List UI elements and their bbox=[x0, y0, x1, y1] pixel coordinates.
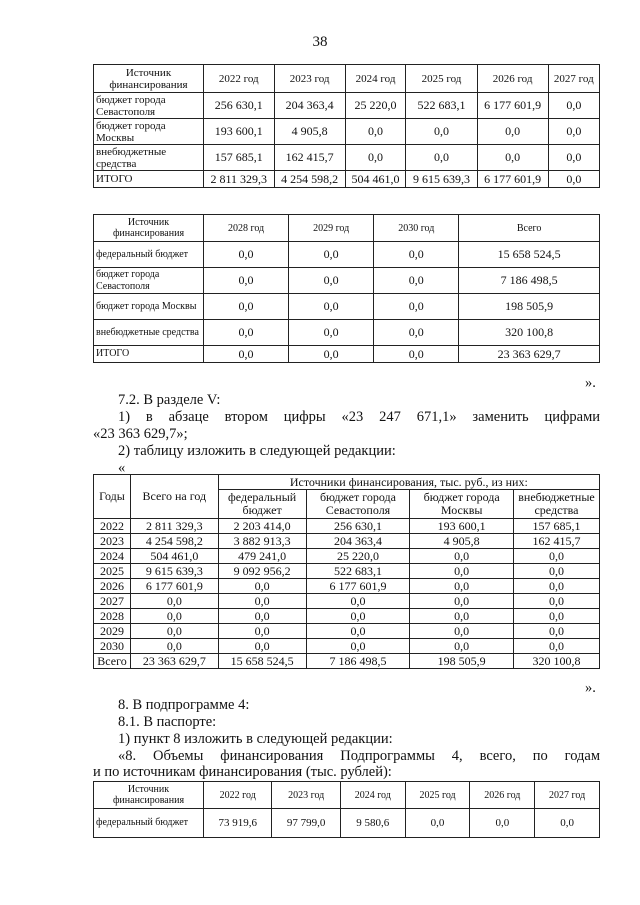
value-cell: 0,0 bbox=[204, 294, 289, 320]
header-cell: Годы bbox=[94, 475, 131, 519]
value-cell: 0,0 bbox=[306, 639, 410, 654]
table-row bbox=[94, 145, 600, 171]
header-cell: 2022 год bbox=[204, 782, 272, 809]
value-cell: 0,0 bbox=[548, 119, 599, 145]
word: 4, bbox=[451, 748, 463, 764]
year-cell: 2026 bbox=[94, 579, 131, 594]
header-cell: 2027 год bbox=[548, 65, 599, 93]
funding-table-2028-2030 bbox=[93, 214, 600, 363]
word: цифры bbox=[283, 409, 326, 425]
header-cell: бюджет города Москвы bbox=[410, 490, 514, 519]
value-cell: 0,0 bbox=[410, 594, 514, 609]
value-cell: 0,0 bbox=[345, 119, 406, 145]
header-cell: Источники финансирования, тыс. руб., из них: bbox=[218, 475, 599, 490]
source-cell: бюджет города Москвы bbox=[94, 119, 204, 145]
paragraph-line: 1) пункт 8 изложить в следующей редакции: bbox=[118, 731, 393, 747]
value-cell: 0,0 bbox=[405, 809, 470, 838]
value-cell: 0,0 bbox=[374, 268, 459, 294]
value-cell: 0,0 bbox=[406, 145, 477, 171]
value-cell: 0,0 bbox=[204, 268, 289, 294]
table-row bbox=[94, 119, 600, 145]
value-cell: 0,0 bbox=[514, 549, 600, 564]
word: втором bbox=[224, 409, 268, 425]
word: цифрами bbox=[544, 409, 601, 425]
value-cell: 0,0 bbox=[306, 624, 410, 639]
source-cell: федеральный бюджет bbox=[94, 809, 204, 838]
value-cell: 0,0 bbox=[218, 579, 306, 594]
header-cell: 2030 год bbox=[374, 215, 459, 242]
table-row bbox=[94, 624, 600, 639]
value-cell: 7 186 498,5 bbox=[459, 268, 600, 294]
value-cell: 0,0 bbox=[289, 346, 374, 363]
value-cell: 9 580,6 bbox=[340, 809, 405, 838]
header-cell: 2028 год bbox=[204, 215, 289, 242]
section-heading: 7.2. В разделе V: bbox=[118, 392, 221, 408]
header-cell: Всего на год bbox=[130, 475, 218, 519]
value-cell: 23 363 629,7 bbox=[459, 346, 600, 363]
closing-quote: ». bbox=[585, 375, 596, 391]
subprogram4-funding-table bbox=[93, 781, 600, 838]
header-cell: 2026 год bbox=[477, 65, 548, 93]
value-cell: 0,0 bbox=[130, 639, 218, 654]
value-cell: 0,0 bbox=[374, 346, 459, 363]
year-cell: 2027 bbox=[94, 594, 131, 609]
table-row bbox=[94, 639, 600, 654]
value-cell: 0,0 bbox=[410, 639, 514, 654]
header-cell: внебюджетные средства bbox=[514, 490, 600, 519]
value-cell: 162 415,7 bbox=[514, 534, 600, 549]
table-header-row bbox=[94, 475, 600, 490]
value-cell: 193 600,1 bbox=[410, 519, 514, 534]
value-cell: 157 685,1 bbox=[204, 145, 275, 171]
word: заменить bbox=[472, 409, 529, 425]
value-cell: 204 363,4 bbox=[306, 534, 410, 549]
word: Подпрограммы bbox=[340, 748, 435, 764]
value-cell: 2 811 329,3 bbox=[130, 519, 218, 534]
word: «23 247 671,1» bbox=[341, 409, 457, 425]
word: всего, bbox=[479, 748, 516, 764]
funding-by-year-table bbox=[93, 474, 600, 669]
table-row bbox=[94, 294, 600, 320]
word: 1) в bbox=[118, 409, 153, 425]
year-cell: 2030 bbox=[94, 639, 131, 654]
source-cell: бюджет города Севастополя bbox=[94, 268, 204, 294]
closing-quote: ». bbox=[585, 680, 596, 696]
table-row bbox=[94, 564, 600, 579]
header-cell: Источник финансирования bbox=[94, 215, 204, 242]
value-cell: 0,0 bbox=[289, 242, 374, 268]
value-cell: 504 461,0 bbox=[345, 171, 406, 188]
value-cell: 0,0 bbox=[130, 609, 218, 624]
source-cell: внебюджетные средства bbox=[94, 320, 204, 346]
table-total-row bbox=[94, 654, 600, 669]
value-cell: 522 683,1 bbox=[306, 564, 410, 579]
opening-quote: « bbox=[118, 460, 126, 476]
value-cell: 0,0 bbox=[374, 320, 459, 346]
funding-table-2022-2027 bbox=[93, 64, 600, 188]
source-cell: бюджет города Москвы bbox=[94, 294, 204, 320]
value-cell: 2 203 414,0 bbox=[218, 519, 306, 534]
value-cell: 4 905,8 bbox=[274, 119, 345, 145]
header-cell: 2023 год bbox=[274, 65, 345, 93]
table-row bbox=[94, 320, 600, 346]
table-total-row bbox=[94, 346, 600, 363]
value-cell: 9 615 639,3 bbox=[130, 564, 218, 579]
value-cell: 198 505,9 bbox=[459, 294, 600, 320]
value-cell: 4 254 598,2 bbox=[130, 534, 218, 549]
value-cell: 2 811 329,3 bbox=[204, 171, 275, 188]
header-cell: 2024 год bbox=[345, 65, 406, 93]
value-cell: 0,0 bbox=[306, 594, 410, 609]
value-cell: 0,0 bbox=[204, 346, 289, 363]
value-cell: 0,0 bbox=[410, 549, 514, 564]
value-cell: 320 100,8 bbox=[514, 654, 600, 669]
header-cell: 2027 год bbox=[535, 782, 600, 809]
value-cell: 7 186 498,5 bbox=[306, 654, 410, 669]
table-row bbox=[94, 594, 600, 609]
year-cell: 2023 bbox=[94, 534, 131, 549]
value-cell: 320 100,8 bbox=[459, 320, 600, 346]
value-cell: 0,0 bbox=[514, 609, 600, 624]
value-cell: 0,0 bbox=[218, 624, 306, 639]
word: годам bbox=[564, 748, 601, 764]
value-cell: 198 505,9 bbox=[410, 654, 514, 669]
value-cell: 0,0 bbox=[289, 294, 374, 320]
year-cell: 2029 bbox=[94, 624, 131, 639]
value-cell: 4 905,8 bbox=[410, 534, 514, 549]
value-cell: 0,0 bbox=[289, 320, 374, 346]
value-cell: 0,0 bbox=[535, 809, 600, 838]
word: абзаце bbox=[168, 409, 209, 425]
word: «8. Объемы bbox=[118, 748, 204, 764]
header-cell: Источник финансирования bbox=[94, 782, 204, 809]
value-cell: 0,0 bbox=[470, 809, 535, 838]
value-cell: 0,0 bbox=[130, 624, 218, 639]
value-cell: 25 220,0 bbox=[345, 93, 406, 119]
value-cell: 0,0 bbox=[374, 294, 459, 320]
value-cell: 97 799,0 bbox=[272, 809, 340, 838]
header-cell: 2025 год bbox=[406, 65, 477, 93]
value-cell: 0,0 bbox=[410, 579, 514, 594]
paragraph-line: и по источникам финансирования (тыс. рублей): bbox=[93, 764, 392, 780]
value-cell: 9 092 956,2 bbox=[218, 564, 306, 579]
source-cell: ИТОГО bbox=[94, 346, 204, 363]
value-cell: 73 919,6 bbox=[204, 809, 272, 838]
value-cell: 522 683,1 bbox=[406, 93, 477, 119]
table-row bbox=[94, 609, 600, 624]
value-cell: 0,0 bbox=[410, 564, 514, 579]
value-cell: 0,0 bbox=[410, 624, 514, 639]
value-cell: 15 658 524,5 bbox=[459, 242, 600, 268]
value-cell: 162 415,7 bbox=[274, 145, 345, 171]
value-cell: 0,0 bbox=[306, 609, 410, 624]
header-cell: 2029 год bbox=[289, 215, 374, 242]
header-cell: федеральный бюджет bbox=[218, 490, 306, 519]
value-cell: 0,0 bbox=[514, 594, 600, 609]
value-cell: 6 177 601,9 bbox=[130, 579, 218, 594]
table-row bbox=[94, 809, 600, 838]
value-cell: 256 630,1 bbox=[204, 93, 275, 119]
table-row bbox=[94, 242, 600, 268]
value-cell: 6 177 601,9 bbox=[477, 93, 548, 119]
source-cell: федеральный бюджет bbox=[94, 242, 204, 268]
value-cell: 0,0 bbox=[477, 145, 548, 171]
year-cell: 2024 bbox=[94, 549, 131, 564]
value-cell: 479 241,0 bbox=[218, 549, 306, 564]
word: по bbox=[532, 748, 548, 764]
value-cell: 157 685,1 bbox=[514, 519, 600, 534]
value-cell: 0,0 bbox=[477, 119, 548, 145]
year-cell: 2025 bbox=[94, 564, 131, 579]
value-cell: 15 658 524,5 bbox=[218, 654, 306, 669]
table-row bbox=[94, 519, 600, 534]
value-cell: 6 177 601,9 bbox=[306, 579, 410, 594]
value-cell: 0,0 bbox=[514, 564, 600, 579]
word: финансирования bbox=[220, 748, 324, 764]
value-cell: 0,0 bbox=[374, 242, 459, 268]
header-cell: Источник финансирования bbox=[94, 65, 204, 93]
value-cell: 0,0 bbox=[204, 242, 289, 268]
header-cell: 2022 год bbox=[204, 65, 275, 93]
value-cell: 9 615 639,3 bbox=[406, 171, 477, 188]
year-cell: Всего bbox=[94, 654, 131, 669]
section-heading: 8. В подпрограмме 4: bbox=[118, 697, 250, 713]
table-header-row bbox=[94, 65, 600, 93]
paragraph-line bbox=[118, 748, 600, 765]
source-cell: ИТОГО bbox=[94, 171, 204, 188]
value-cell: 0,0 bbox=[130, 594, 218, 609]
header-cell: бюджет города Севастополя bbox=[306, 490, 410, 519]
header-cell: Всего bbox=[459, 215, 600, 242]
value-cell: 204 363,4 bbox=[274, 93, 345, 119]
paragraph-line: «23 363 629,7»; bbox=[93, 426, 188, 442]
value-cell: 0,0 bbox=[406, 119, 477, 145]
value-cell: 504 461,0 bbox=[130, 549, 218, 564]
table-row bbox=[94, 549, 600, 564]
table-header-row bbox=[94, 782, 600, 809]
table-row bbox=[94, 534, 600, 549]
header-cell: 2024 год bbox=[340, 782, 405, 809]
value-cell: 193 600,1 bbox=[204, 119, 275, 145]
value-cell: 0,0 bbox=[548, 145, 599, 171]
value-cell: 0,0 bbox=[345, 145, 406, 171]
table-row bbox=[94, 93, 600, 119]
header-cell: 2023 год bbox=[272, 782, 340, 809]
value-cell: 4 254 598,2 bbox=[274, 171, 345, 188]
source-cell: внебюджетные средства bbox=[94, 145, 204, 171]
value-cell: 25 220,0 bbox=[306, 549, 410, 564]
table-row bbox=[94, 268, 600, 294]
source-cell: бюджет города Севастополя bbox=[94, 93, 204, 119]
value-cell: 0,0 bbox=[410, 609, 514, 624]
paragraph-line: 2) таблицу изложить в следующей редакции: bbox=[118, 443, 396, 459]
value-cell: 0,0 bbox=[218, 594, 306, 609]
value-cell: 0,0 bbox=[548, 171, 599, 188]
value-cell: 0,0 bbox=[514, 624, 600, 639]
value-cell: 23 363 629,7 bbox=[130, 654, 218, 669]
section-heading: 8.1. В паспорте: bbox=[118, 714, 217, 730]
value-cell: 0,0 bbox=[548, 93, 599, 119]
value-cell: 0,0 bbox=[218, 609, 306, 624]
page-number: 38 bbox=[312, 34, 328, 50]
value-cell: 0,0 bbox=[514, 639, 600, 654]
table-total-row bbox=[94, 171, 600, 188]
value-cell: 256 630,1 bbox=[306, 519, 410, 534]
value-cell: 6 177 601,9 bbox=[477, 171, 548, 188]
year-cell: 2022 bbox=[94, 519, 131, 534]
value-cell: 3 882 913,3 bbox=[218, 534, 306, 549]
table-header-row bbox=[94, 215, 600, 242]
value-cell: 0,0 bbox=[514, 579, 600, 594]
table-row bbox=[94, 579, 600, 594]
header-cell: 2025 год bbox=[405, 782, 470, 809]
paragraph-line bbox=[118, 409, 600, 426]
header-cell: 2026 год bbox=[470, 782, 535, 809]
value-cell: 0,0 bbox=[289, 268, 374, 294]
year-cell: 2028 bbox=[94, 609, 131, 624]
value-cell: 0,0 bbox=[218, 639, 306, 654]
value-cell: 0,0 bbox=[204, 320, 289, 346]
